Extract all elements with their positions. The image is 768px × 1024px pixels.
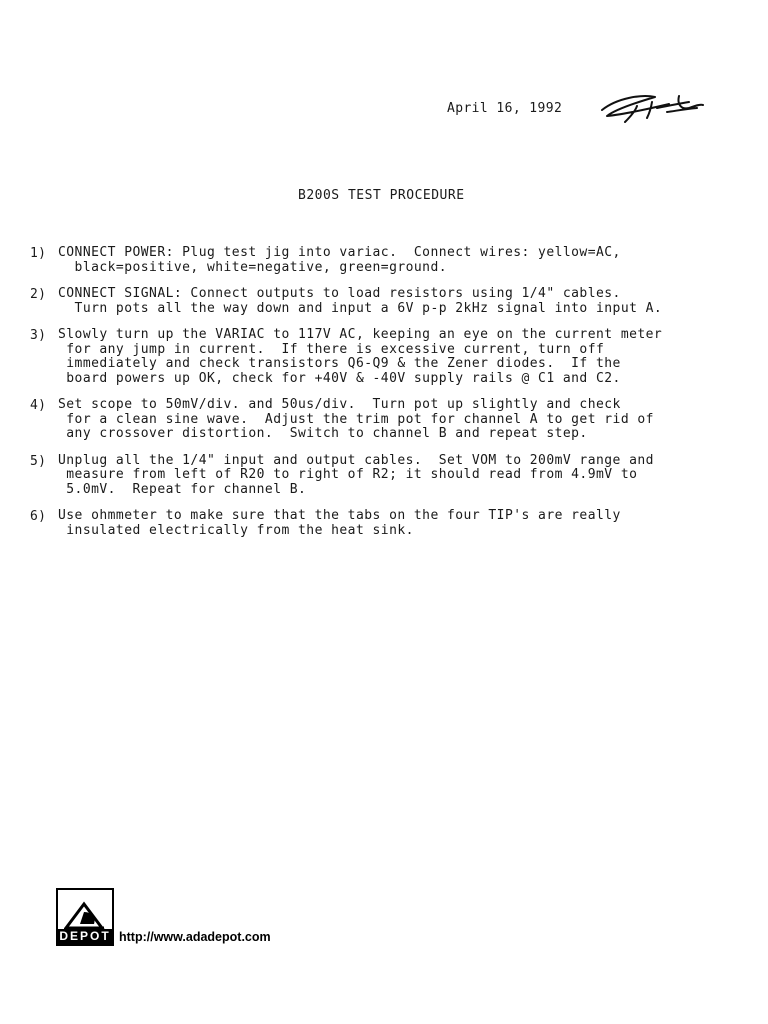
logo-text: DEPOT [59, 929, 111, 943]
procedure-step [30, 398, 746, 442]
procedure-step [30, 509, 746, 538]
website-link[interactable]: http://www.adadepot.com [119, 930, 271, 944]
procedure-step [30, 328, 746, 386]
procedure-step [30, 287, 746, 316]
procedure-step [30, 454, 746, 498]
step-number: 5) [30, 453, 47, 469]
procedure-step [30, 246, 746, 275]
step-text: Set scope to 50mV/div. and 50us/div. Turn pot up slightly and check for a clean sine wave. Adjust the trim pot for channel A to get rid of any crossover distortion. Switch to channel B and repeat step. [58, 397, 654, 441]
handwritten-signature [597, 88, 707, 128]
step-number: 6) [30, 509, 47, 524]
document-title: B200S TEST PROCEDURE [298, 188, 465, 203]
logo-mark-icon [64, 900, 106, 930]
step-text: Use ohmmeter to make sure that the tabs on the four TIP's are really insulated electrically from the heat sink. [58, 508, 621, 538]
step-number: 1) [30, 246, 47, 261]
step-text: Unplug all the 1/4" input and output cables. Set VOM to 200mV range and measure from left of R20 to right of R2; it should read from 4.9mV to 5.0mV. Repeat for channel B. [58, 452, 654, 497]
step-number: 3) [30, 328, 47, 343]
step-number: 4) [30, 398, 47, 413]
step-text: CONNECT SIGNAL: Connect outputs to load resistors using 1/4" cables. Turn pots all the way down and input a 6V p-p 2kHz signal into input A. [58, 286, 663, 316]
ada-depot-logo [56, 888, 114, 946]
step-text: Slowly turn up the VARIAC to 117V AC, keeping an eye on the current meter for any jump in current. If there is excessive current, turn off immediately and check transistors Q6-Q9 & the Zener diodes. If the board powers up OK, check for +40V & -40V supply rails @ C1 and C2. [58, 327, 663, 386]
procedure-steps [30, 246, 746, 550]
step-text: CONNECT POWER: Plug test jig into variac. Connect wires: yellow=AC, black=positive, white=negative, green=ground. [58, 245, 621, 275]
step-number: 2) [30, 287, 47, 302]
document-date: April 16, 1992 [447, 101, 563, 116]
